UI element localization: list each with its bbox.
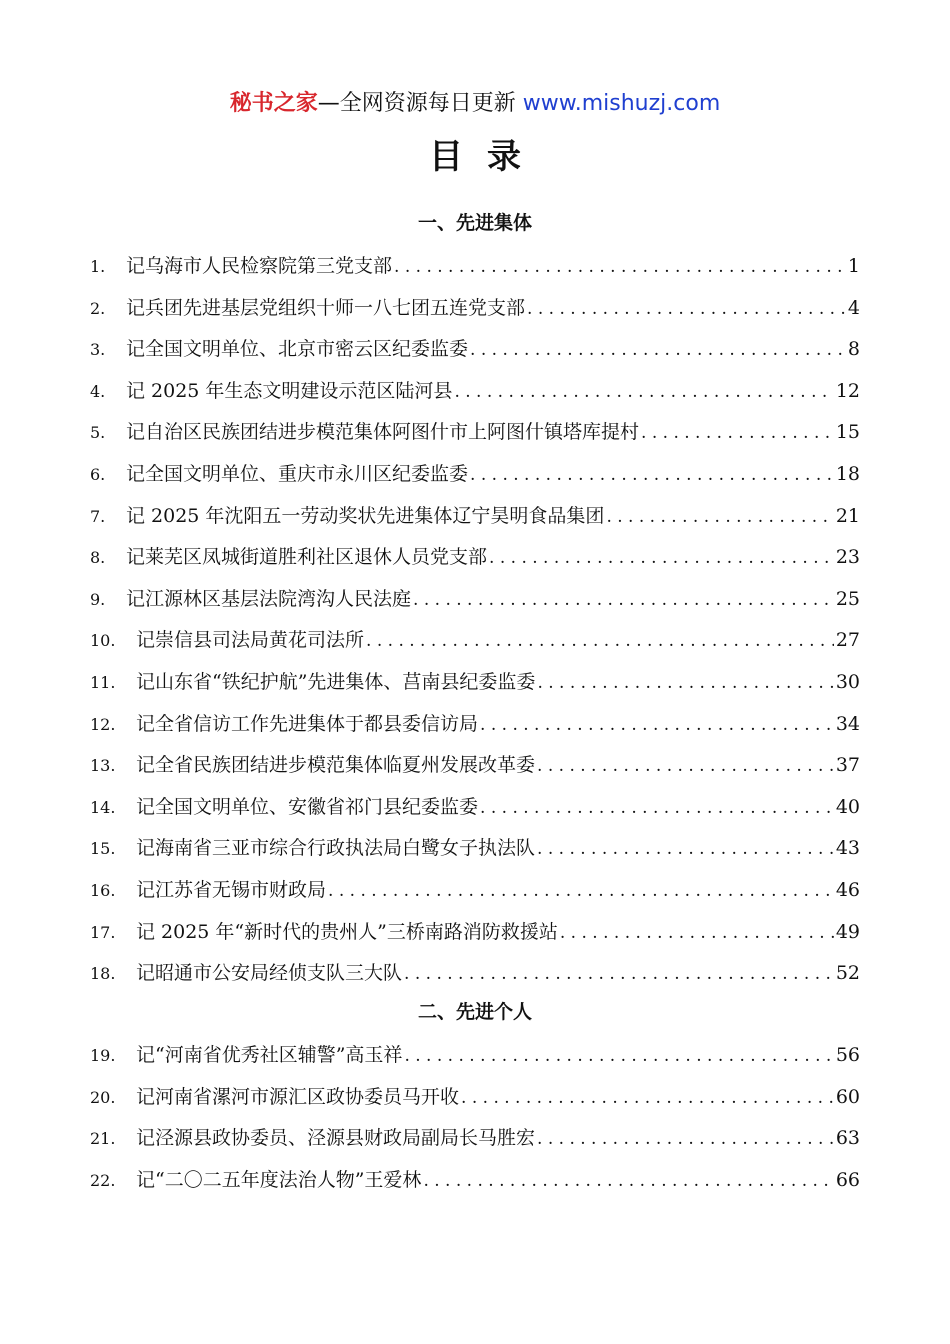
- toc-entry[interactable]: [90, 249, 860, 291]
- toc-entry-page-number: 15: [835, 421, 860, 444]
- toc-entry[interactable]: [90, 1121, 860, 1163]
- toc-dot-leader: [489, 541, 834, 575]
- toc-entry[interactable]: [90, 1038, 860, 1080]
- toc-dot-leader: [470, 458, 834, 492]
- toc-entry-title: 记兵团先进基层党组织十师一八七团五连党支部: [126, 296, 526, 319]
- toc-entry-page-number: 43: [835, 837, 860, 860]
- toc-entry-number: 21.: [90, 1129, 116, 1149]
- toc-entry[interactable]: [90, 665, 860, 707]
- toc-entry[interactable]: [90, 707, 860, 749]
- toc-entry[interactable]: [90, 915, 860, 957]
- toc-entry-title: 记 2025 年生态文明建设示范区陆河县: [126, 379, 453, 402]
- toc-entry-page-number: 4: [847, 296, 860, 319]
- toc-entry-title: 记 2025 年“新时代的贵州人”三桥南路消防救援站: [136, 920, 558, 943]
- toc-entry-number: 5.: [90, 423, 106, 443]
- section-heading-individual: 二、先进个人: [417, 1001, 532, 1023]
- toc-entry-title: 记 2025 年沈阳五一劳动奖状先进集体辽宁昊明食品集团: [126, 504, 605, 527]
- toc-entry-page-number: 34: [835, 712, 860, 735]
- toc-entry-page-number: 23: [835, 546, 860, 569]
- toc-entry-number: 20.: [90, 1087, 116, 1107]
- toc-entry[interactable]: [90, 1163, 860, 1205]
- toc-entry-page-number: 25: [835, 587, 860, 610]
- toc-entry-number: 13.: [90, 756, 116, 776]
- toc-entry-page-number: 21: [835, 504, 860, 527]
- toc-dot-leader: [423, 1164, 833, 1198]
- toc-dot-leader: [480, 708, 834, 742]
- toc-entry-title: 记自治区民族团结进步模范集体阿图什市上阿图什镇塔库提村: [126, 421, 640, 444]
- toc-dot-leader: [527, 292, 846, 326]
- toc-entry-number: 16.: [90, 880, 116, 900]
- section-heading-collective: 一、先进集体: [417, 212, 532, 234]
- toc-entry[interactable]: [90, 499, 860, 541]
- toc-dot-leader: [480, 791, 834, 825]
- toc-entry-number: 22.: [90, 1170, 116, 1190]
- toc-dot-leader: [537, 749, 834, 783]
- toc-entry[interactable]: [90, 415, 860, 457]
- toc-entry[interactable]: [90, 540, 860, 582]
- toc-dot-leader: [606, 500, 833, 534]
- toc-entry-title: 记全国文明单位、重庆市永川区纪委监委: [126, 462, 469, 485]
- toc-entry-title: 记崇信县司法局黄花司法所: [136, 629, 365, 652]
- toc-entry-page-number: 18: [835, 462, 860, 485]
- toc-entry-page-number: 49: [835, 920, 860, 943]
- toc-entry-number: 8.: [90, 548, 106, 568]
- toc-entry[interactable]: [90, 291, 860, 333]
- toc-entry-page-number: 30: [835, 670, 860, 693]
- toc-entry-page-number: 66: [835, 1168, 860, 1191]
- toc-entry-page-number: 63: [835, 1127, 860, 1150]
- toc-entry-title: 记江苏省无锡市财政局: [136, 878, 327, 901]
- toc-entry-number: 1.: [90, 257, 106, 276]
- toc-entry[interactable]: [90, 831, 860, 873]
- toc-entry-number: 6.: [90, 464, 106, 484]
- toc-entry-title: 记全省信访工作先进集体于都县委信访局: [136, 712, 479, 735]
- toc-dot-leader: [394, 250, 846, 284]
- toc-entry-number: 11.: [90, 672, 116, 692]
- toc-dot-leader: [537, 832, 834, 866]
- toc-entry[interactable]: [90, 623, 860, 665]
- toc-dot-leader: [461, 1081, 834, 1115]
- toc-entry-title: 记河南省漯河市源汇区政协委员马开收: [136, 1085, 460, 1108]
- toc-entry-page-number: 40: [835, 795, 860, 818]
- toc-entry-page-number: 8: [847, 338, 860, 361]
- toc-entry[interactable]: [90, 457, 860, 499]
- toc-entry-title: 记“河南省优秀社区辅警”高玉祥: [136, 1044, 403, 1066]
- toc-entry[interactable]: [90, 790, 860, 832]
- toc-entry-number: 3.: [90, 340, 106, 360]
- site-banner: [0, 89, 950, 119]
- toc-entry-title: 记全省民族团结进步模范集体临夏州发展改革委: [136, 754, 536, 777]
- toc-entry[interactable]: [90, 332, 860, 374]
- toc-entry[interactable]: [90, 873, 860, 915]
- toc-entry-title: 记全国文明单位、北京市密云区纪委监委: [126, 338, 469, 361]
- toc-entry-number: 17.: [90, 922, 116, 942]
- toc-dot-leader: [404, 1039, 833, 1073]
- toc-entry-title: 记山东省“铁纪护航”先进集体、莒南县纪委监委: [136, 670, 536, 693]
- toc-list-collective: [90, 249, 860, 998]
- toc-entry-title: 记昭通市公安局经侦支队三大队: [136, 962, 403, 985]
- toc-entry-title: 记“二〇二五年度法治人物”王爱林: [136, 1168, 422, 1191]
- toc-entry-title: 记乌海市人民检察院第三党支部: [126, 255, 393, 277]
- toc-entry[interactable]: [90, 748, 860, 790]
- toc-entry-page-number: 12: [835, 379, 860, 402]
- brand-name: 秘书之家: [229, 91, 318, 116]
- toc-entry[interactable]: [90, 582, 860, 624]
- toc-entry-page-number: 46: [835, 878, 860, 901]
- toc-entry-page-number: 60: [835, 1085, 860, 1108]
- toc-entry-page-number: 1: [847, 255, 860, 277]
- toc-entry-title: 记莱芜区凤城街道胜利社区退休人员党支部: [126, 546, 488, 569]
- toc-entry-title: 记海南省三亚市综合行政执法局白鹭女子执法队: [136, 837, 536, 860]
- toc-entry-title: 记泾源县政协委员、泾源县财政局副局长马胜宏: [136, 1127, 536, 1150]
- toc-list-individual: [90, 1038, 860, 1204]
- toc-entry-page-number: 56: [835, 1044, 860, 1066]
- toc-entry-page-number: 37: [835, 754, 860, 777]
- toc-entry-number: 14.: [90, 797, 116, 817]
- toc-entry[interactable]: [90, 1080, 860, 1122]
- toc-dot-leader: [404, 957, 834, 991]
- toc-entry-number: 19.: [90, 1046, 116, 1065]
- toc-dot-leader: [560, 916, 834, 950]
- toc-entry-page-number: 52: [835, 962, 860, 985]
- page-title: 目录: [429, 137, 545, 177]
- toc-entry[interactable]: [90, 956, 860, 998]
- banner-slogan: —全网资源每日更新: [317, 91, 523, 116]
- toc-dot-leader: [641, 416, 834, 450]
- toc-dot-leader: [537, 1122, 834, 1156]
- toc-entry-title: 记江源林区基层法院湾沟人民法庭: [126, 587, 412, 610]
- toc-entry-number: 2.: [90, 298, 106, 318]
- toc-entry-page-number: 27: [835, 629, 860, 652]
- toc-dot-leader: [366, 624, 834, 658]
- toc-entry-number: 4.: [90, 381, 106, 401]
- toc-dot-leader: [413, 583, 834, 617]
- toc-entry-number: 12.: [90, 714, 116, 734]
- toc-entry-title: 记全国文明单位、安徽省祁门县纪委监委: [136, 795, 479, 818]
- toc-entry-number: 18.: [90, 964, 116, 984]
- toc-dot-leader: [537, 666, 833, 700]
- toc-dot-leader: [470, 333, 846, 367]
- toc-entry-number: 7.: [90, 506, 106, 526]
- toc-entry[interactable]: [90, 374, 860, 416]
- toc-entry-number: 9.: [90, 589, 106, 609]
- site-url-link[interactable]: www.mishuzj.com: [522, 91, 721, 116]
- toc-dot-leader: [454, 375, 833, 409]
- toc-dot-leader: [328, 874, 834, 908]
- toc-entry-number: 10.: [90, 631, 116, 651]
- toc-entry-number: 15.: [90, 839, 116, 859]
